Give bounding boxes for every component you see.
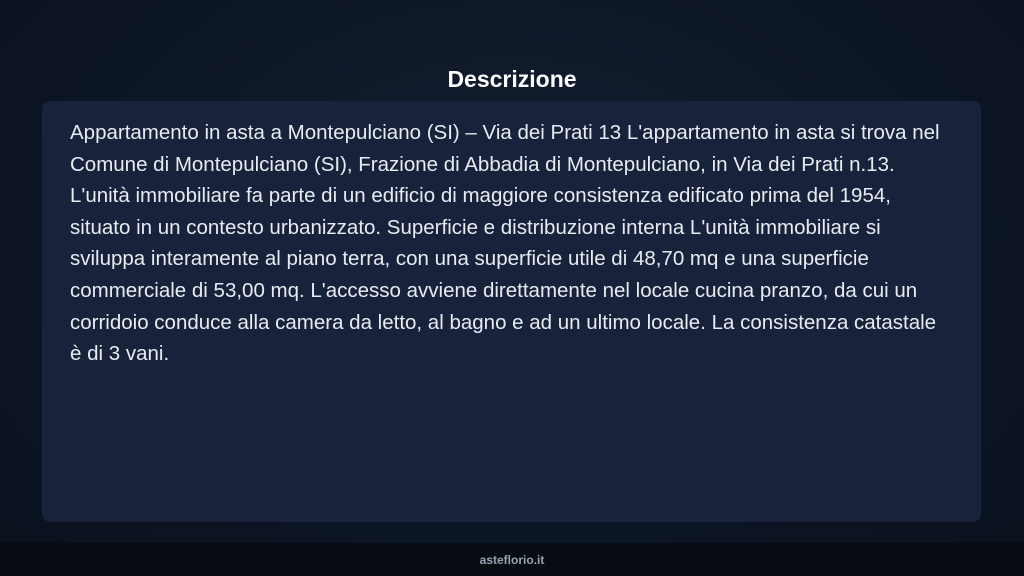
description-text: Appartamento in asta a Montepulciano (SI) – Via dei Prati 13 L'appartamento in asta si trova nel Comune di Montepulciano (SI), Frazione di Abbadia di Montepulciano, in Via dei Prati n.13. L'unità immobiliare fa parte di un edificio di maggiore consistenza edificato prima del 1954, situato in un contesto urbanizzato. Superficie e distribuzione interna L'unità immobiliare si sviluppa interamente al piano terra, con una superficie utile di 48,70 mq e una superficie commerciale di 53,00 mq. L'accesso avviene direttamente nel locale cucina pranzo, da cui un corridoio conduce alla camera da letto, al bagno e ad un ultimo locale. La consistenza catastale è di 3 vani.	[70, 121, 940, 366]
footer-site-name: asteflorio.it	[479, 552, 545, 567]
footer	[0, 543, 1024, 576]
page-title: Descrizione	[447, 66, 577, 93]
description-card	[42, 101, 981, 522]
